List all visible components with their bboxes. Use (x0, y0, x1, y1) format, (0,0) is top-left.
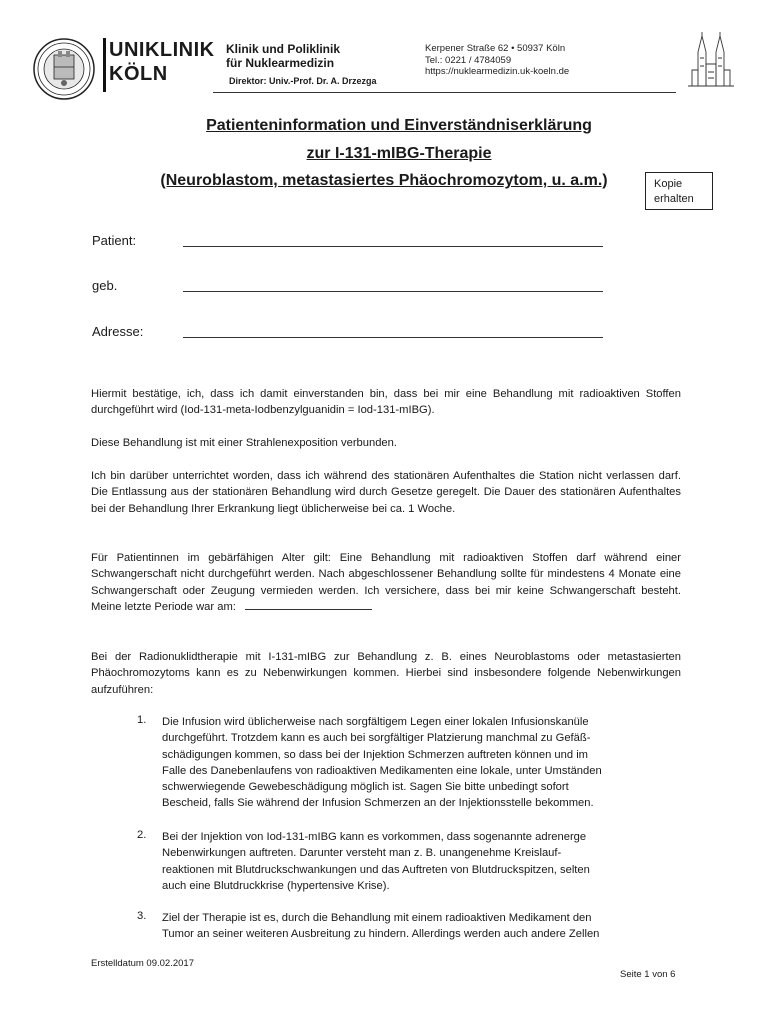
list-line: Ziel der Therapie ist es, durch die Behandlung mit einem radioaktiven Medikament den (162, 912, 592, 924)
copy-box-line-2: erhalten (654, 193, 694, 205)
clinic-address (425, 43, 569, 78)
copy-received-box (645, 172, 713, 210)
header-rule (213, 92, 676, 93)
university-seal-logo (32, 37, 96, 101)
list-line: schwerwiegende Gewebeschädigung möglich ist. Sagen Sie bitte unbedingt sofort (162, 781, 569, 794)
director-name: Direktor: Univ.-Prof. Dr. A. Drzezga (229, 76, 377, 86)
stay-paragraph: Ich bin darüber unterrichtet worden, dass ich während des stationären Aufenthaltes die Station nicht verlassen darf. Die Entlassung aus der stationären Behandlung wird durch Gesetze geregelt. Die Dauer des stationären Aufenthaltes bei der Behandlung Ihrer Erkrankung liegt üblicherweise bei ca. 1 Woche. (91, 470, 681, 515)
list-item (162, 910, 684, 943)
list-number: 1. (137, 714, 147, 726)
logo-line-2: KÖLN (109, 63, 168, 85)
birth-date-field[interactable] (183, 290, 603, 292)
pregnancy-paragraph (91, 550, 681, 615)
consent-paragraph: Hiermit bestätige, ich, dass ich damit einverstanden bin, dass bei mir eine Behandlung mit radioaktiven Stoffen durchgeführt wird (Iod-131-meta-Iodbenzylguanidin = Iod-131-mIBG). (91, 388, 681, 417)
list-line: Falle des Danebenlaufens von radioaktiven Medikamenten eine lokale, unter Umständen (162, 764, 602, 777)
list-line: auch eine Blutdruckkrise (hypertensive Krise). (162, 879, 390, 892)
logo-divider (103, 38, 106, 92)
list-number: 2. (137, 829, 147, 841)
list-line: Die Infusion wird üblicherweise nach sorgfältigem Legen einer lokalen Infusionskanüle (162, 716, 589, 728)
document-subtitle: zur I-131-mIBG-Therapie (306, 145, 492, 162)
address-label: Adresse: (92, 324, 144, 339)
pregnancy-text: Für Patientinnen im gebärfähigen Alter gilt: Eine Behandlung mit radioaktiven Stoffen darf während einer Schwangerschaft nicht durchgeführt werden. Nach abgeschlossener Behandlung sollte für mindestens 4 Monate eine Schwangerschaft oder Zeugung vermieden werden. Ich versichere, dass bei mir keine Schwangerschaft besteht. Meine letzte Periode war am: (91, 552, 681, 613)
last-period-field[interactable] (245, 599, 372, 610)
creation-date: Erstelldatum 09.02.2017 (91, 958, 194, 969)
list-line: Nebenwirkungen auftreten. Darunter versteht man z. B. unangenehme Kreislauf- (162, 847, 562, 860)
cathedral-icon (686, 30, 736, 88)
clinic-line-2: für Nuklearmedizin (226, 56, 335, 70)
side-effects-paragraph: Bei der Radionuklidtherapie mit I-131-mIBG zur Behandlung z. B. eines Neuroblastoms oder metastasierten Phäochromozytoms kann es zu Nebenwirkungen kommen. Hierbei sind insbesondere folgende Nebenwirkungen aufzuführen: (91, 651, 681, 696)
copy-box-line-1: Kopie (654, 178, 683, 190)
page-number: Seite 1 von 6 (620, 969, 676, 980)
clinic-line-1: Klinik und Poliklinik (226, 42, 341, 56)
list-item (162, 714, 684, 812)
radiation-paragraph: Diese Behandlung ist mit einer Strahlenexposition verbunden. (91, 437, 397, 449)
list-line: reaktionen mit Blutdruckschwankungen und das Auftreten von Blutdruckspitzen, selten (162, 863, 590, 876)
document-indication: (Neuroblastom, metastasiertes Phäochromozytom, u. a.m.) (160, 172, 608, 189)
birth-date-label: geb. (92, 278, 118, 293)
uniklinik-logo-text (109, 38, 215, 86)
list-line: durchgeführt. Trotzdem kann es auch bei sorgfältiger Platzierung manchmal zu Gefäß- (162, 732, 591, 745)
address-line-2: Tel.: 0221 / 4784059 (425, 54, 512, 66)
list-line: Tumor an seiner weiteren Ausbreitung zu hindern. Allerdings werden auch andere Zellen (162, 928, 600, 941)
list-line: Bei der Injektion von Iod-131-mIBG kann es vorkommen, dass sogenannte adrenerge (162, 831, 587, 843)
clinic-name (226, 42, 340, 70)
address-line-3: https://nuklearmedizin.uk-koeln.de (425, 66, 570, 77)
address-field[interactable] (183, 336, 603, 338)
logo-line-1: UNIKLINIK (109, 39, 215, 61)
list-item (162, 829, 684, 894)
address-line-1: Kerpener Straße 62 • 50937 Köln (425, 43, 566, 54)
document-title: Patienteninformation und Einverständniserklärung (206, 117, 592, 134)
patient-label: Patient: (92, 233, 137, 248)
patient-field[interactable] (183, 245, 603, 247)
list-line: Bescheid, falls Sie während der Infusion Schmerzen an der Injektionsstelle bekommen. (162, 797, 594, 810)
list-line: schädigungen kommen, so dass bei der Injektion Schmerzen auftreten können und im (162, 748, 588, 761)
list-number: 3. (137, 910, 147, 922)
